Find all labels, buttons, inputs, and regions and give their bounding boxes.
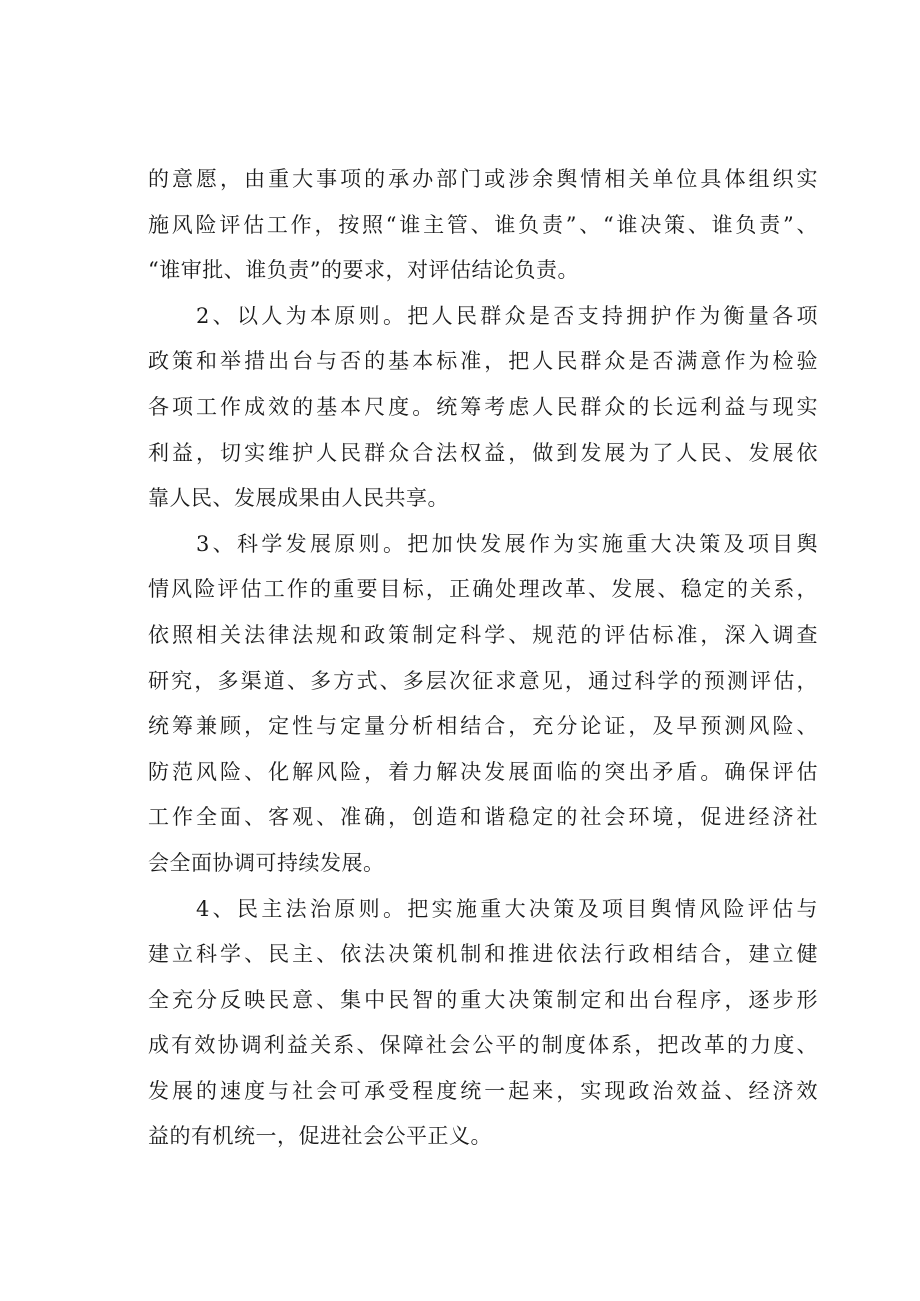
text-line: 防范风险、化解风险，着力解决发展面临的突出矛盾。确保评估 [148,759,818,784]
text-line: 靠人民、发展成果由人民共享。 [148,486,449,511]
text-line: 发展的速度与社会可承受程度统一起来，实现政治效益、经济效 [148,1078,818,1103]
text-line: 依照相关法律法规和政策制定科学、规范的评估标准，深入调查 [148,622,818,647]
text-line: 研究，多渠道、多方式、多层次征求意见，通过科学的预测评估， [148,668,818,693]
document-body [148,157,818,1160]
text-line: 情风险评估工作的重要目标，正确处理改革、发展、稳定的关系， [148,577,818,602]
paragraph-start-line: 4、民主法治原则。把实施重大决策及项目舆情风险评估与 [196,896,818,921]
text-line: 建立科学、民主、依法决策机制和推进依法行政相结合，建立健 [148,942,818,967]
text-line: 统筹兼顾，定性与定量分析相结合，充分论证，及早预测风险、 [148,714,818,739]
text-line: 施风险评估工作，按照“谁主管、谁负责”、“谁决策、谁负责”、 [148,212,818,237]
text-line: 利益，切实维护人民群众合法权益，做到发展为了人民、发展依 [148,440,818,465]
text-line: 政策和举措出台与否的基本标准，把人民群众是否满意作为检验 [148,349,818,374]
text-line: 的意愿，由重大事项的承办部门或涉余舆情相关单位具体组织实 [148,167,818,191]
text-line: 会全面协调可持续发展。 [148,850,385,875]
text-line: 工作全面、客观、准确，创造和谐稳定的社会环境，促进经济社 [148,805,818,830]
text-line: 全充分反映民意、集中民智的重大决策制定和出台程序，逐步形 [148,987,818,1012]
paragraph-start-line: 3、科学发展原则。把加快发展作为实施重大决策及项目舆 [196,531,818,556]
paragraph-start-line: 2、以人为本原则。把人民群众是否支持拥护作为衡量各项 [196,303,818,328]
text-line: “谁审批、谁负责”的要求，对评估结论负责。 [148,258,579,283]
text-line: 各项工作成效的基本尺度。统筹考虑人民群众的长远利益与现实 [148,394,818,419]
text-line: 益的有机统一，促进社会公平正义。 [148,1124,492,1149]
text-line: 成有效协调利益关系、保障社会公平的制度体系，把改革的力度、 [148,1033,818,1058]
